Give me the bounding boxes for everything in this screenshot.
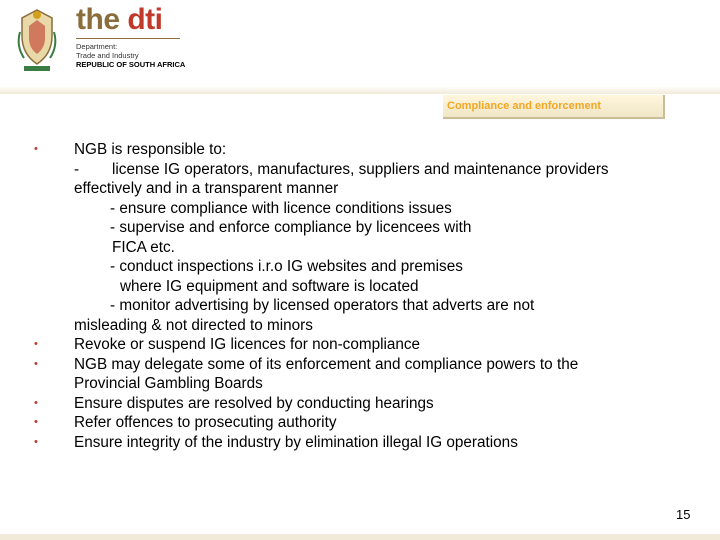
subline-text: license IG operators, manufactures, suppliers and maintenance providers — [112, 160, 609, 178]
dept-line-3: REPUBLIC OF SOUTH AFRICA — [76, 60, 186, 69]
department-text — [76, 42, 185, 69]
section-title-tab — [443, 95, 665, 119]
item-subline: FICA etc. — [112, 238, 175, 256]
bullet-item-disputes — [30, 394, 700, 414]
logo-dti: dti — [127, 3, 163, 36]
item-text: NGB may delegate some of its enforcement and compliance powers to the — [74, 355, 579, 373]
page-number: 15 — [676, 507, 691, 522]
section-title: Compliance and enforcement — [447, 100, 602, 112]
item-text: Provincial Gambling Boards — [74, 375, 263, 392]
item-subline: effectively and in a transparent manner — [74, 180, 339, 197]
bullet-icon: • — [34, 416, 38, 428]
item-subline: - conduct inspections i.r.o IG websites and premises — [110, 258, 463, 275]
dept-line-1: Department: — [76, 42, 118, 51]
bullet-icon: • — [34, 435, 38, 448]
item-text: Ensure integrity of the industry by elimination illegal IG operations — [74, 433, 518, 451]
bullet-item-responsibilities — [30, 140, 700, 335]
bullet-icon: • — [34, 396, 38, 409]
header — [0, 0, 720, 88]
item-lead: NGB is responsible to: — [74, 141, 227, 158]
item-subline: - monitor advertising by licensed operators that adverts are not — [110, 297, 535, 314]
bullet-icon: • — [34, 338, 38, 350]
bullet-icon: • — [34, 143, 38, 155]
bullet-item-offences — [30, 413, 700, 433]
item-subline: misleading & not directed to minors — [74, 316, 313, 334]
dash-marker: - — [74, 160, 80, 178]
logo-the: the — [76, 3, 120, 36]
item-subline — [74, 160, 700, 180]
slide-body — [30, 140, 700, 452]
logo-divider — [76, 38, 180, 39]
item-subline: where IG equipment and software is located — [120, 277, 419, 295]
item-text: Ensure disputes are resolved by conducting hearings — [74, 394, 434, 412]
bullet-item-integrity — [30, 433, 700, 453]
footer-strip — [0, 534, 720, 540]
item-subline: - ensure compliance with licence conditions issues — [110, 199, 452, 217]
bullet-item-delegate — [30, 355, 700, 394]
dept-line-2: Trade and Industry — [76, 51, 139, 60]
item-text: Revoke or suspend IG licences for non-compliance — [74, 336, 421, 353]
coat-of-arms-icon — [12, 6, 62, 76]
bullet-icon: • — [34, 357, 38, 370]
header-divider — [0, 86, 720, 94]
bullet-item-revoke — [30, 335, 700, 355]
item-text: Refer offences to prosecuting authority — [74, 414, 337, 431]
item-subline: - supervise and enforce compliance by licencees with — [110, 219, 472, 236]
dti-logo — [76, 2, 163, 38]
